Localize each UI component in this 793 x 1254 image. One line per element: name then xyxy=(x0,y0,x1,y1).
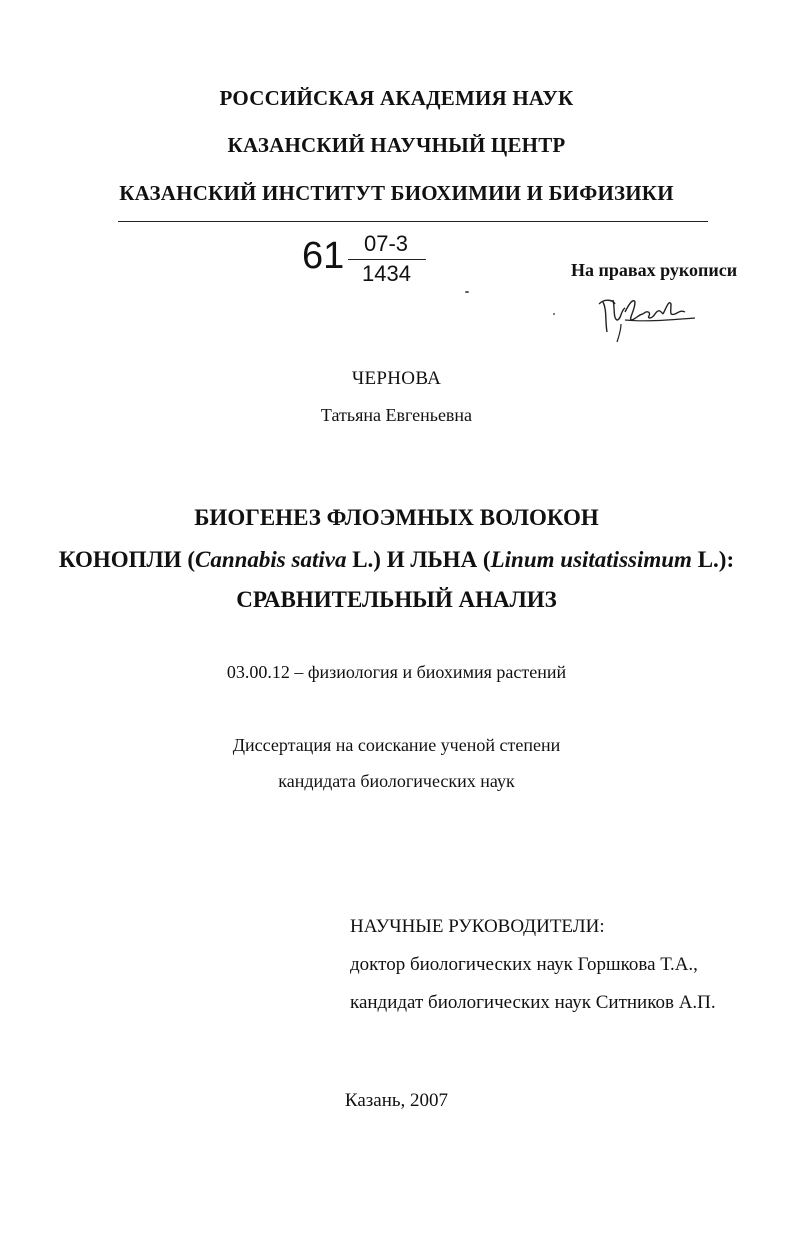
stamp-denominator: 1434 xyxy=(362,261,411,286)
degree-line-2: кандидата биологических наук xyxy=(278,771,515,791)
author-surname: ЧЕРНОВА xyxy=(351,368,442,389)
specialty-code: 03.00.12 – физиология и биохимия растений xyxy=(226,662,567,682)
degree-line-1: Диссертация на соискание ученой степени xyxy=(232,735,561,755)
institution-line-academy: РОССИЙСКАЯ АКАДЕМИЯ НАУК xyxy=(219,86,574,110)
supervisor-item: кандидат биологических наук Ситников А.П. xyxy=(350,992,716,1013)
supervisors-heading: НАУЧНЫЕ РУКОВОДИТЕЛИ: xyxy=(350,916,605,937)
archive-stamp xyxy=(300,232,430,292)
place-and-year: Казань, 2007 xyxy=(344,1090,449,1111)
scan-speck xyxy=(553,313,555,315)
supervisor-item: доктор биологических наук Горшкова Т.А., xyxy=(350,954,698,975)
manuscript-rights-note: На правах рукописи xyxy=(571,260,738,280)
institution-line-center: КАЗАНСКИЙ НАУЧНЫЙ ЦЕНТР xyxy=(227,133,566,157)
institution-line-institute: КАЗАНСКИЙ ИНСТИТУТ БИОХИМИИ И БИФИЗИКИ xyxy=(119,181,674,205)
latin-name-linum: Linum usitatissimum xyxy=(490,547,692,572)
title-text: L.): xyxy=(691,547,735,572)
title-text: КОНОПЛИ ( xyxy=(58,547,195,572)
stamp-number: 61 xyxy=(302,235,345,277)
scan-speck xyxy=(465,291,469,293)
handwritten-signature xyxy=(585,290,705,345)
latin-name-cannabis: Cannabis sativa xyxy=(194,547,347,572)
stamp-numerator: 07-3 xyxy=(364,231,409,256)
dissertation-title-line-2 xyxy=(0,547,793,573)
stamp-fraction-line xyxy=(348,259,426,260)
author-given-names: Татьяна Евгеньевна xyxy=(320,405,473,425)
dissertation-title-line-1: БИОГЕНЕЗ ФЛОЭМНЫХ ВОЛОКОН xyxy=(194,505,599,530)
dissertation-title-line-3: СРАВНИТЕЛЬНЫЙ АНАЛИЗ xyxy=(236,587,557,612)
header-divider xyxy=(118,221,708,222)
title-text: L.) И ЛЬНА ( xyxy=(346,547,491,572)
